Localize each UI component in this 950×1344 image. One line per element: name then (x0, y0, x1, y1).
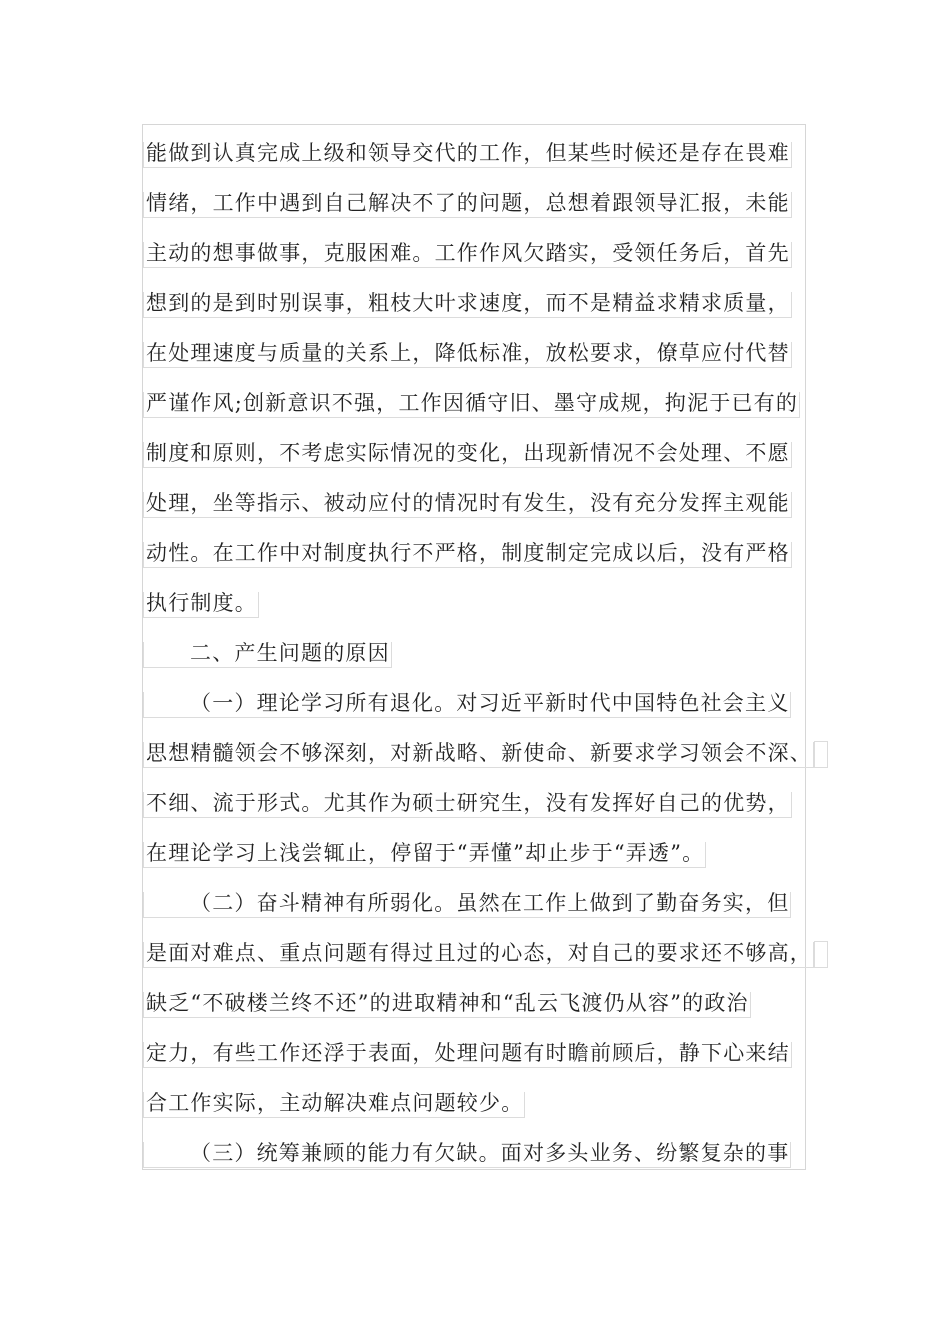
text-line (146, 928, 826, 978)
text-line (146, 978, 826, 1028)
text-line (146, 178, 826, 228)
text-line-content: 缺乏“不破楼兰终不还”的进取精神和“乱云飞渡仍从容”的政治 (146, 978, 751, 1028)
text-line-content: 执行制度。 (146, 578, 259, 628)
text-line-content: 制度和原则，不考虑实际情况的变化，出现新情况不会处理、不愿 (146, 428, 792, 478)
document-body (146, 128, 826, 1178)
text-line-content: 严谨作风;创新意识不强，工作因循守旧、墨守成规，拘泥于已有的 (146, 378, 800, 428)
section-heading (146, 628, 826, 678)
paragraph-first-line (146, 678, 826, 728)
paragraph-first-line (146, 1128, 826, 1178)
text-line-content: 想到的是到时别误事，粗枝大叶求速度，而不是精益求精求质量， (146, 278, 792, 328)
text-line-content: （三）统筹兼顾的能力有欠缺。面对多头业务、纷繁复杂的事 (146, 1128, 791, 1178)
text-line (146, 228, 826, 278)
text-line (146, 328, 826, 378)
text-line (146, 128, 826, 178)
text-line-content: （二）奋斗精神有所弱化。虽然在工作上做到了勤奋务实，但 (146, 878, 791, 928)
paragraph-first-line (146, 878, 826, 928)
text-line (146, 728, 826, 778)
text-line-content: 不细、流于形式。尤其作为硕士研究生，没有发挥好自己的优势， (146, 778, 792, 828)
text-line-content: 定力，有些工作还浮于表面，处理问题有时瞻前顾后，静下心来结 (146, 1028, 792, 1078)
text-line-content: 是面对难点、重点问题有得过且过的心态，对自己的要求还不够高， (146, 928, 814, 978)
text-line (146, 428, 826, 478)
text-line-content: 处理，坐等指示、被动应付的情况时有发生，没有充分发挥主观能 (146, 478, 792, 528)
text-line-content: 动性。在工作中对制度执行不严格，制度制定完成以后，没有严格 (146, 528, 792, 578)
text-line (146, 1028, 826, 1078)
text-line (146, 1078, 826, 1128)
text-line (146, 828, 826, 878)
text-line-content: 能做到认真完成上级和领导交代的工作，但某些时候还是存在畏难 (146, 128, 792, 178)
text-line (146, 378, 826, 428)
text-line (146, 278, 826, 328)
text-line (146, 528, 826, 578)
text-line (146, 478, 826, 528)
text-line-content: 合工作实际，主动解决难点问题较少。 (146, 1078, 525, 1128)
text-line-content: （一）理论学习所有退化。对习近平新时代中国特色社会主义 (146, 678, 791, 728)
text-line-content: 在理论学习上浅尝辄止，停留于“弄懂”却止步于“弄透”。 (146, 828, 706, 878)
text-line-content: 情绪，工作中遇到自己解决不了的问题，总想着跟领导汇报，未能 (146, 178, 792, 228)
text-line-content: 在处理速度与质量的关系上，降低标准，放松要求，僚草应付代替 (146, 328, 792, 378)
section-heading-text: 二、产生问题的原因 (146, 628, 392, 678)
text-line (146, 778, 826, 828)
text-line (146, 578, 826, 628)
text-line-content: 主动的想事做事，克服困难。工作作风欠踏实，受领任务后，首先 (146, 228, 792, 278)
text-line-content: 思想精髓领会不够深刻，对新战略、新使命、新要求学习领会不深、 (146, 728, 814, 778)
